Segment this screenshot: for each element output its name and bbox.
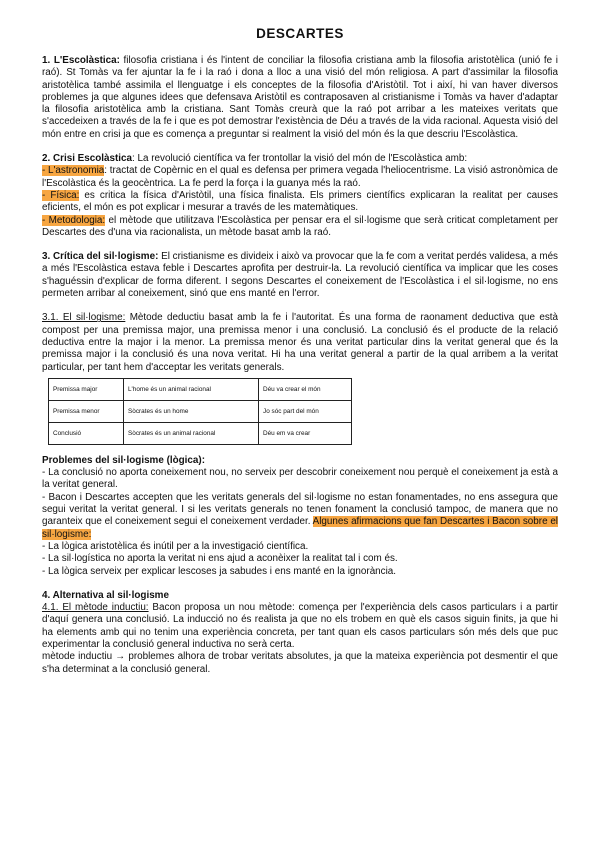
list-item [42, 215, 558, 240]
page-title: DESCARTES [256, 26, 344, 41]
section-heading: 2. Crisi Escolàstica [42, 153, 133, 165]
subsection-heading: 4.1. El mètode inductiu: [42, 602, 149, 614]
list-item: - La lògica serveix per explicar lescoses ja sabudes i ens manté en la ignorància. [42, 565, 397, 577]
paragraph-text: El cristianisme es divideix i això va provocar que la fe com a veritat perdés validesa, a més a més l'Escolàstica estava feble i Descartes aprofita per destruir-la. La revolució científica va implicar que les coses s'haguéssin d'explicar de forma diferent. I segons Descartes el coneixement de l'Escolàstica i el sil·logisme, no ens permeten arribar al coneixement, sinó que ens manté en l'error. [42, 251, 558, 300]
list-item: - La sil·logística no aporta la veritat ni ens ajud a aconèixer la realitat tal i com és. [42, 553, 398, 565]
section-heading: 1. L'Escolàstica: [42, 55, 120, 66]
paragraph-text [42, 492, 558, 541]
list-item [42, 165, 558, 190]
item-text: es critica la física d'Aristòtil, una física finalista. Els primers científics explicaran la realitat per causes eficients, el món es pot explicar i mesurar a través de les matemàtiques. [42, 189, 558, 214]
paragraph-text: : La revolució científica va fer trontollar la visió del món de l'Escolàstica amb: [132, 153, 468, 165]
section-heading [42, 455, 558, 467]
section-escolastica [42, 55, 558, 141]
table-cell: Premissa major [49, 378, 124, 400]
heading-text: Problemes del sil·logisme (lògica): [42, 454, 205, 466]
table-cell: Déu em va crear [259, 422, 352, 444]
highlighted-label: - Metodologia: [42, 214, 106, 226]
highlighted-label: - L'astronomia [42, 165, 105, 177]
section-heading: 3. Crítica del sil·logisme: [42, 251, 159, 263]
section-critica-text [42, 251, 558, 300]
paragraph-text: mètode inductiu → problemes alhora de trobar veritats absolutes, ja que la mateixa experiència pot desmentir el que s'ha determinat a la conclusió general. [42, 651, 558, 675]
section-crisi [42, 153, 558, 239]
highlighted-label: - Física: [42, 189, 80, 201]
table-cell: Sòcrates és un animal racional [124, 422, 259, 444]
table-cell: Premissa menor [49, 400, 124, 422]
item-text: el mètode que utilitzava l'Escolàstica per pensar era el sil·logisme que serà criticat completament per Descartes des d'una via racionalista, un mètode basat amb la raó. [42, 214, 558, 238]
section-critica [42, 251, 558, 300]
table-row [49, 378, 352, 400]
paragraph-span: - Bacon i Descartes accepten que les veritats generals del sil·logisme no estan fonamentades, no ens assegura que segui veritat la veritat general. I si les veritats generals no tenen fonament la conclusió tampoc, de manera que no garanteix que el coneixement segui el coneixement verdader. [42, 491, 558, 528]
highlighted-text: Algunes afirmacions que fan Descartes i Bacon sobre el sil·logisme: [42, 516, 559, 540]
item-text: : tractat de Copèrnic en el qual es defensa per primera vegada l'heliocentrisme. La visió astronòmica de l'Escolàstica és la geocèntrica. La fe perd la força i la guanya més la raó. [42, 165, 558, 189]
subsection-heading: 3.1. El sil·logisme: [42, 312, 126, 324]
section-alternativa [42, 590, 558, 676]
paragraph-text: - La conclusió no aporta coneixement nou, no serveix per descobrir coneixement nou perquè el coneixement ja està a la veritat general. [42, 467, 558, 491]
paragraph-text [42, 602, 558, 651]
paragraph-text: filosofia cristiana i és l'intent de conciliar la filosofia cristiana amb la filosofia aristotèlica (unió fe i raó). St Tomàs va fer ajuntar la fe i la raó i dona a lloc a una visió del món religiosa. A part d'assimilar la filosofia aristotèlica també assimila el llenguatge i els conceptes de la filosofia d'Aristòtil. Tot i així, hi van haver diversos problemes ja que algunes idees que defensava Aristòtil es contraposaven al cristianisme i Tomàs va haver d'adaptar la filosofia aristotèlica amb la cristiana. Sant Tomàs creurà que la raó pot arribar a les mateixes veritats que s'accedeixen a través de la fe i que es pot demostrar l'existència de Déu a través de la vida racional. Aquesta visió del món entre en crisi ja que es comença a preguntar si realment la visió del món és la que descriu l'Escolàstica. [42, 55, 558, 140]
table-cell: L'home és un animal racional [124, 378, 259, 400]
section-sillogisme-text [42, 312, 558, 373]
document-page [42, 26, 558, 676]
heading-text: 4. Alternativa al sil·logisme [42, 589, 169, 601]
list-item: - La lògica aristotèlica és inútil per a la investigació científica. [42, 540, 309, 552]
table-cell: Sòcrates és un home [124, 400, 259, 422]
list-item [42, 190, 558, 215]
syllogism-table [48, 378, 352, 445]
section-problemes [42, 455, 558, 578]
section-escolastica-text [42, 55, 558, 141]
section-heading [42, 590, 558, 602]
table-cell: Conclusió [49, 422, 124, 444]
table-cell: Jo sóc part del món [259, 400, 352, 422]
paragraph-text: Mètode deductiu basat amb la fe i l'autoritat. És una forma de raonament deductiva que està compost per una premissa major, una premissa menor i una conclusió. La conclusió és el producte de la relació deductiva entre la major i la menor. La premissa menor és una veritat particular dins la veritat general que és la premissa major i la conclusió és una nova veritat. Hi ha una veritat general a partir de la qual arribem a la veritat particular, per tant hem d'acceptar les veritats generals. [42, 312, 559, 373]
table-cell: Déu va crear el món [259, 378, 352, 400]
section-sillogisme [42, 312, 558, 444]
paragraph-span: Bacon proposa un nou mètode: comença per l'experiència dels casos particulars i a partir d'aquí genera una conclusió. La inducció no és realista ja que no els trobem en què els casos siguin finits, ja que hi ha elements amb qui no tenim una experiència concreta, per tant quan els casos particulars són més dels que puc experimentar la conclusió general inductiva no serà certa. [42, 602, 559, 650]
table-row [49, 422, 352, 444]
section-crisi-intro [42, 153, 558, 165]
table-row [49, 400, 352, 422]
